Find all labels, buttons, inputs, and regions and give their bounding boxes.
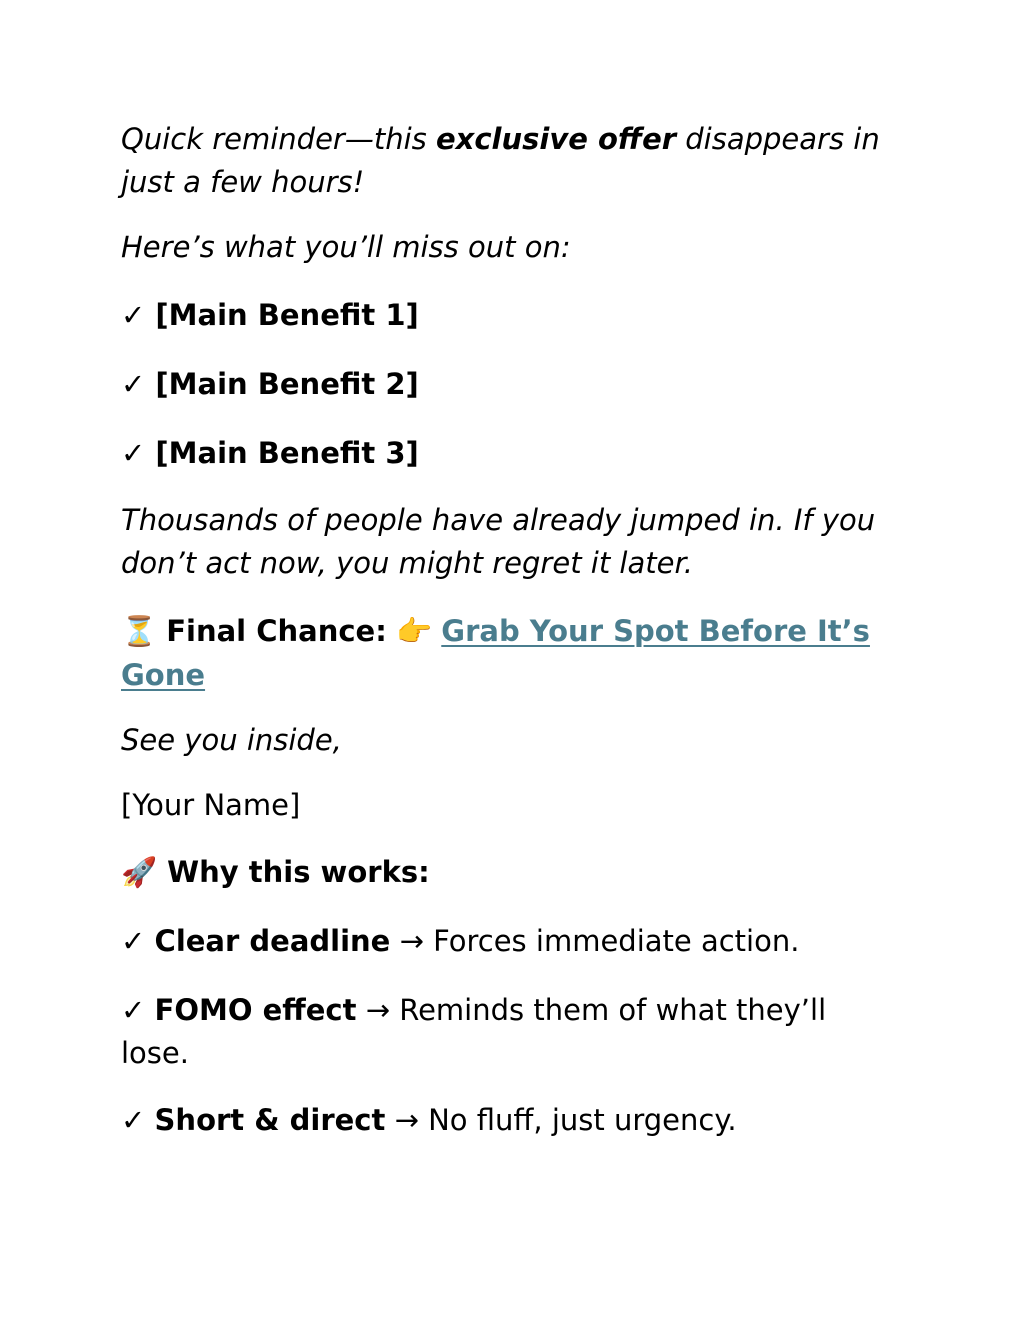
benefit-label: [Main Benefit 3] [155,436,419,470]
check-icon: ✓ [121,924,146,958]
social-proof-paragraph: Thousands of people have already jumped in. If you don’t act now, you might regret it later. [121,503,876,580]
miss-out-line: Here’s what you’ll miss out on: [121,230,571,264]
grab-spot-link[interactable]: Grab Your Spot Before It’s Gone [121,614,870,692]
benefit-label: [Main Benefit 1] [155,298,419,332]
final-chance-label: Final Chance: [166,614,387,648]
rocket-icon: 🚀 [121,855,158,889]
intro-text-end: disappears in just a few hours! [121,122,880,199]
benefit-item-3 [121,432,891,475]
cta-paragraph [121,609,891,697]
why-item-text: Reminds them of what they’ll lose. [121,993,827,1070]
benefit-item-2 [121,363,891,406]
email-body [121,118,891,1142]
why-item-3 [121,1099,891,1142]
check-icon: ✓ [121,298,146,332]
benefit-label: [Main Benefit 2] [155,367,419,401]
exclusive-offer-emphasis: exclusive offer [435,122,677,156]
why-item-text: No fluff, just urgency. [428,1103,737,1137]
benefit-item-1 [121,294,891,337]
arrow-icon: → [394,1103,419,1137]
why-item-1 [121,920,891,963]
check-icon: ✓ [121,436,146,470]
why-item-text: Forces immediate action. [433,924,800,958]
check-icon: ✓ [121,367,146,401]
arrow-icon: → [399,924,424,958]
why-item-2 [121,989,891,1075]
check-icon: ✓ [121,1103,146,1137]
signoff-line: See you inside, [121,723,342,757]
intro-paragraph [121,118,891,204]
why-heading-text: Why this works: [167,855,430,889]
pointing-hand-icon: 👉 [396,614,433,648]
check-icon: ✓ [121,993,146,1027]
hourglass-icon: ⏳ [121,614,158,648]
why-item-label: Short & direct [154,1103,386,1137]
arrow-icon: → [365,993,391,1027]
why-heading [121,851,891,894]
why-item-label: FOMO effect [154,993,357,1027]
signature-line: [Your Name] [121,788,301,822]
intro-text-start: Quick reminder—this [121,122,436,156]
why-item-label: Clear deadline [154,924,391,958]
